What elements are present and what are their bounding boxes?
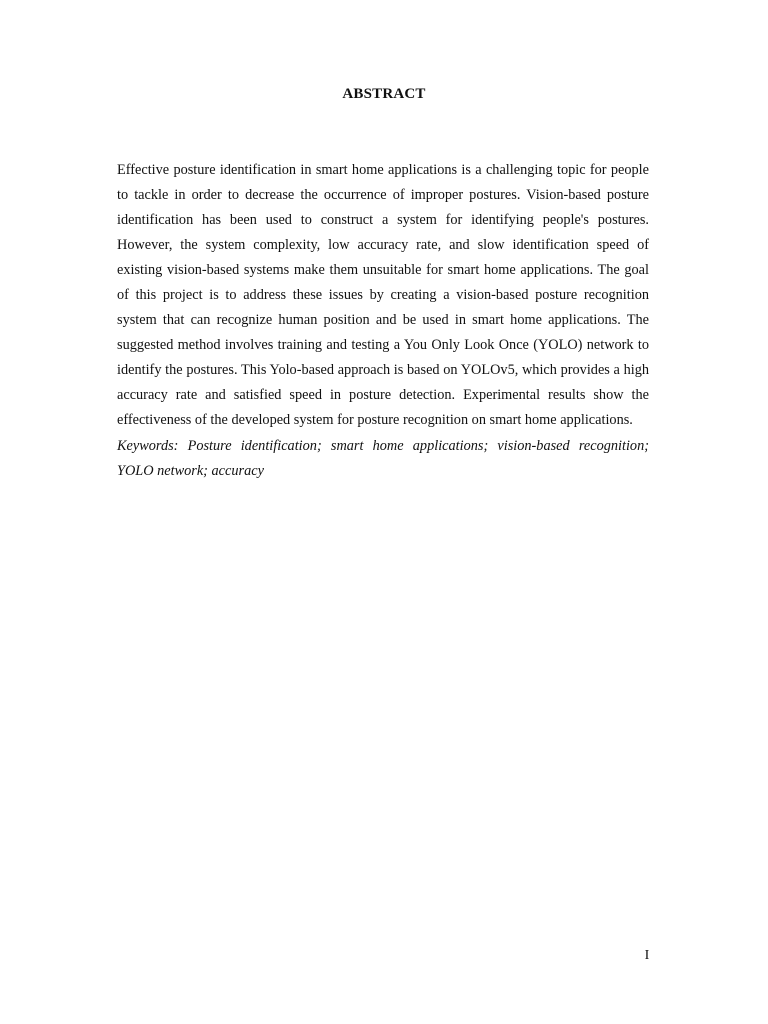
abstract-heading: ABSTRACT [342,86,426,102]
page-number: I [644,948,650,963]
keywords-paragraph: Keywords: Posture identification; smart home applications; vision-based recognition; YOLO network; accuracy [117,438,649,479]
abstract-paragraph: Effective posture identification in smart home applications is a challenging topic for people to tackle in order to decrease the occurrence of improper postures. Vision-based posture identification has been used to construct a system for identifying people's postures. However, the system complexity, low accuracy rate, and slow identification speed of existing vision-based systems make them unsuitable for smart home applications. The goal of this project is to address these issues by creating a vision-based posture recognition system that can recognize human position and be used in smart home applications. The suggested method involves training and testing a You Only Look Once (YOLO) network to identify the postures. This Yolo-based approach is based on YOLOv5, which provides a high accuracy rate and satisfied speed in posture detection. Experimental results show the effectiveness of the developed system for posture recognition on smart home applications. [117,162,649,428]
